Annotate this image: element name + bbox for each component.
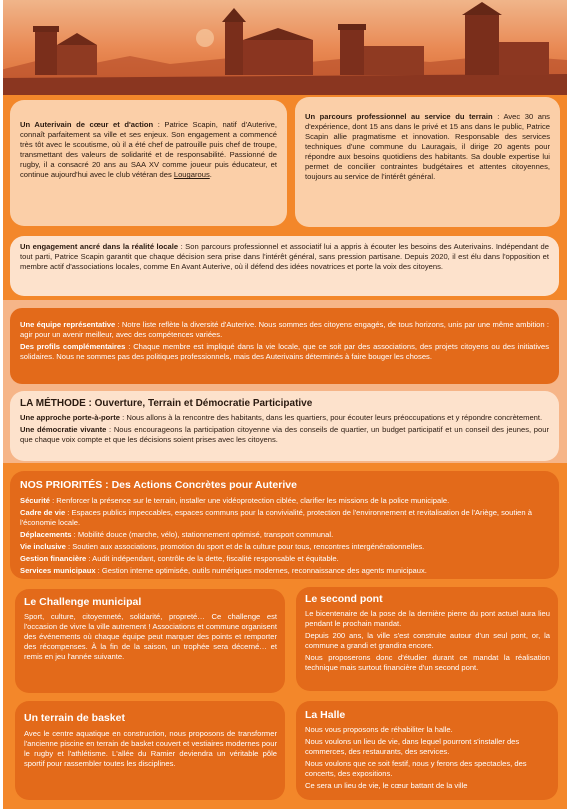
parcours-paragraph: Un parcours professionnel au service du terrain : Avec 30 ans d'expérience, dont 15 ans dans le privé et 15 ans dans le public, Patrice Scapin allie pragmatisme et innovation. Responsable des services techniques d'une commune du Lauragais, il dirige 20 agents pour répondre aux besoins quotidiens des habitants. Sa double expertise lui permet de concilier contraintes budgétaires et attentes citoyennes, toujours au service de l'intérêt général. — [305, 112, 550, 182]
pont-paragraph-2: Depuis 200 ans, la ville s'est construite autour d'un seul pont, or, la commune a grandi et grandira encore. — [305, 630, 550, 650]
left-margin-strip — [0, 0, 3, 809]
pont-title: Le second pont — [305, 593, 383, 605]
lougarous-link[interactable]: Lougarous — [173, 170, 210, 180]
halle-paragraph-4: Ce sera un lieu de vie, le cœur battant de la ville — [305, 780, 468, 790]
priorite-item: Gestion financière : Audit indépendant, contrôle de la dette, fiscalité responsable et équitable. — [20, 553, 339, 563]
pont-paragraph-1: Le bicentenaire de la pose de la dernière pierre du pont actuel aura lieu pendant le prochain mandat. — [305, 608, 550, 628]
section-priorites — [10, 471, 559, 579]
methode-paragraph-2: Une démocratie vivante : Nous encourageons la participation citoyenne via des conseils de quartier, un budget participatif et un conseil des jeunes, pour que chaque voix compte et que les décisions soient prises avec les citoyens. — [20, 425, 549, 445]
section-acteur — [10, 100, 287, 226]
priorite-item: Sécurité : Renforcer la présence sur le terrain, installer une vidéoprotection ciblée, clarifier les missions de la police municipale. — [20, 495, 450, 505]
halle-paragraph-3: Nous voulons que ce soit festif, nous y ferons des spectacles, des concerts, des expositions. — [305, 758, 527, 778]
priorites-title: NOS PRIORITÉS : Des Actions Concrètes pour Auterive — [20, 479, 297, 491]
equipe-paragraph-1: Une équipe représentative : Notre liste reflète la diversité d'Auterive. Nous sommes des citoyens engagés, de tous horizons, unis par une même ambition : agir pour un avenir meilleur, avec des compétences variées. — [20, 320, 549, 340]
methode-title: LA MÉTHODE : Ouverture, Terrain et Démocratie Participative — [20, 398, 313, 409]
section-pont — [296, 587, 558, 691]
section-engagement — [10, 236, 559, 296]
halle-title: La Halle — [305, 709, 346, 721]
challenge-title: Le Challenge municipal — [24, 596, 142, 608]
section-equipe — [10, 308, 559, 384]
priorite-item: Déplacements : Mobilité douce (marche, vélo), stationnement optimisé, transport communal. — [20, 529, 334, 539]
priorite-item: Cadre de vie : Espaces publics impeccables, espaces communs pour la convivialité, protection de l'environnement et revitalisation de l'Ariège, soutien à l'économie locale. — [20, 507, 532, 527]
basket-title: Un terrain de basket — [24, 712, 125, 724]
halle-paragraph-2: Nous voulons un lieu de vie, dans lequel pourront s'installer des commerces, des restaurants, des services. — [305, 736, 520, 756]
castle-landscape-banner-icon — [0, 0, 567, 95]
acteur-paragraph: Un Auterivain de cœur et d'action : Patrice Scapin, natif d'Auterive, connaît parfaitement sa ville et ses enjeux. Son engagement a commencé très tôt avec le scoutisme, où il a été chef de patrouille puis chef de troupe, transmettant des valeurs de solidarité et de responsabilité. Passionné de rugby, il a consacré 20 ans au SAA XV comme joueur puis éducateur, et continue aujourd'hui avec le club vétéran des Lougarous. — [20, 120, 277, 180]
engagement-paragraph: Un engagement ancré dans la réalité locale : Son parcours professionnel et associatif lui a appris à écouter les besoins des Auterivains. Indépendant de tout parti, Patrice Scapin garantit que chaque décision sera prise dans l'intérêt général, sans pression partisane. Depuis 2020, il est élu dans l'opposition et membre actif d'associations locales, comme En Avant Auterive, où il défend des idées novatrices et porte la voix des citoyens. — [20, 242, 549, 272]
section-methode — [10, 391, 559, 461]
priorite-item: Services municipaux : Gestion interne optimisée, outils numériques modernes, reconnaissance des agents municipaux. — [20, 565, 427, 575]
section-challenge — [15, 589, 285, 693]
priorite-item: Vie inclusive : Soutien aux associations, promotion du sport et de la culture pour tous, rencontres intergénérationnelles. — [20, 541, 425, 551]
basket-paragraph: Avec le centre aquatique en construction, nous proposons de transformer l'ancienne piscine en terrain de basket couvert et vestiaires modernes pour le rugby et l'athlétisme. L'allée du Ramier deviendra un véritable pôle sportif pour rassembler toutes les disciplines. — [24, 728, 277, 768]
section-basket — [15, 701, 285, 800]
methode-paragraph-1: Une approche porte-à-porte : Nous allons à la rencontre des habitants, dans les quartiers, pour écouter leurs préoccupations et y répondre concrètement. — [20, 413, 543, 423]
challenge-paragraph: Sport, culture, citoyenneté, solidarité, propreté… Ce challenge est l'occasion de vivre la ville autrement ! Associations et commune organisent des événements où chaque équipe peut marquer des points et remporter des récompenses. À la fin de la saison, un trophée sera décerné… et remis en jeu l'année suivante. — [24, 611, 277, 661]
equipe-paragraph-2: Des profils complémentaires : Chaque membre est impliqué dans la vie locale, que ce soit par des associations, des projets citoyens ou des initiatives solidaires. Nous ne sommes pas des politiques professionnels, mais des Auterivains déterminés à faire bouger les choses. — [20, 342, 549, 362]
halle-paragraph-1: Nous vous proposons de réhabiliter la halle. — [305, 724, 453, 734]
pont-paragraph-3: Nous proposerons donc d'étudier durant ce mandat la réalisation technique mais surtout financière d'un second pont. — [305, 652, 550, 672]
section-parcours — [295, 97, 560, 227]
section-halle — [296, 701, 558, 800]
